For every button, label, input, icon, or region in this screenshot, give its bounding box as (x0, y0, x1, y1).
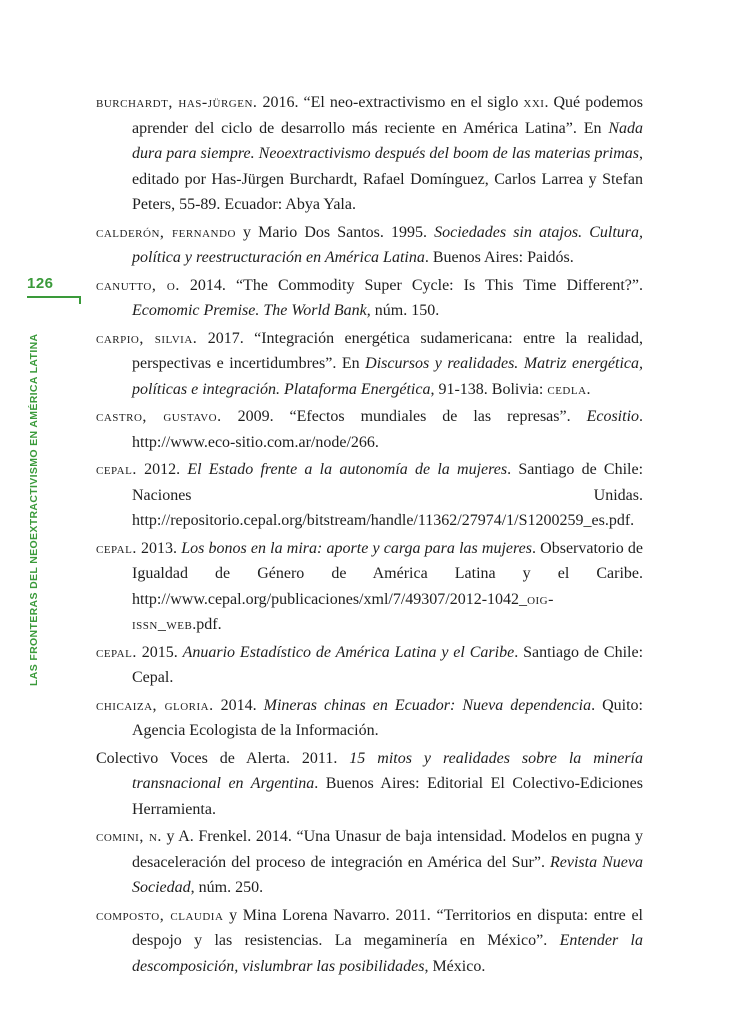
reference-text: , núm. 150. (366, 302, 440, 319)
reference-title: Anuario Estadístico de América Latina y el Caribe (182, 643, 515, 661)
reference-text: 2014. (213, 696, 264, 714)
reference-text: , 91-138. Bolivia: (430, 380, 548, 398)
running-title: LAS FRONTERAS DEL NEOEXTRACTIVISMO EN AMÉRICA LATINA (28, 333, 40, 686)
page-number: 126 (27, 275, 54, 292)
reference-author: cepal. (96, 461, 137, 478)
reference-text: 2012. (136, 461, 188, 478)
reference-author: carpio, silvia. (96, 329, 198, 347)
page-number-rule-tick (79, 296, 81, 304)
reference-text: , núm. 250. (190, 879, 264, 896)
page-number-rule (27, 296, 81, 298)
reference-text: y Mario Dos Santos. 1995. (235, 223, 435, 241)
reference-text: 2015. (136, 643, 183, 661)
reference-title: Mineras chinas en Ecuador: Nueva dependencia (263, 696, 592, 714)
reference-author: chicaiza, gloria. (96, 696, 214, 714)
reference-entry (96, 903, 643, 980)
reference-text-smallcaps: cedla. (547, 380, 592, 398)
reference-text: . Santiago de Chile: Cepal. (132, 643, 644, 686)
reference-text-smallcaps: oig-issn_web (132, 590, 554, 633)
reference-entry (96, 326, 643, 403)
reference-title: Sociedades sin atajos. Cultura, política y reestructuración en América Latina (132, 223, 643, 266)
reference-author: comini, n. (96, 828, 162, 845)
reference-text: 2017. “Integración energética sudamericana: entre la realidad, perspectivas e incertidumbres”. En (132, 329, 643, 372)
references-list (96, 90, 643, 981)
reference-entry (96, 536, 643, 638)
reference-entry (96, 746, 643, 823)
reference-author: composto, claudia (96, 906, 224, 924)
reference-text: . Qué podemos aprender del ciclo de desarrollo más reciente en América Latina”. En (132, 94, 643, 137)
reference-author: Colectivo Voces de Alerta. (96, 749, 290, 767)
reference-entry (96, 693, 643, 744)
reference-text: . Santiago de Chile: Naciones Unidas. http://repositorio.cepal.org/bitstream/handle/11362/27974/1/S1200259_es.pdf. (132, 461, 644, 529)
reference-text: 2009. “Efectos mundiales de las represas”. (221, 408, 587, 425)
reference-text: 2011. (289, 749, 350, 767)
reference-text: .pdf. (192, 616, 222, 633)
reference-author: canutto, o. (96, 276, 180, 294)
reference-title: Revista Nueva Sociedad (132, 853, 644, 896)
reference-text: 2016. “El neo-extractivismo en el siglo (257, 94, 524, 111)
reference-title: Nada dura para siempre. Neoextractivismo después del boom de las materias primas (132, 119, 643, 162)
reference-author: calderón, fernando (96, 223, 236, 241)
reference-author: castro, gustavo. (96, 408, 222, 425)
reference-text-smallcaps: xxi (523, 94, 545, 111)
reference-entry (96, 404, 643, 455)
reference-text: . Buenos Aires: Editorial El Colectivo-Ediciones Herramienta. (132, 775, 643, 818)
reference-author: cepal. (96, 539, 137, 557)
reference-title: Entender la descomposición, vislumbrar las posibilidades (132, 932, 644, 975)
reference-entry (96, 273, 643, 324)
reference-entry (96, 640, 643, 691)
reference-entry (96, 90, 643, 218)
reference-author: cepal. (96, 643, 137, 661)
reference-text: y Mina Lorena Navarro. 2011. “Territorios en disputa: entre el despojo y las resistencias. La megaminería en México”. (132, 906, 644, 949)
reference-text: , México. (424, 957, 486, 975)
reference-text: 2013. (136, 539, 182, 557)
reference-entry (96, 457, 643, 534)
reference-text: . http://www.eco-sitio.com.ar/node/266. (132, 408, 644, 451)
reference-title: Discursos y realidades. Matriz energética, políticas e integración. Plataforma Energética (132, 355, 643, 398)
reference-text: , editado por Has-Jürgen Burchardt, Rafael Domínguez, Carlos Larrea y Stefan Peters, 55-89. Ecuador: Abya Yala. (132, 145, 643, 213)
reference-entry (96, 824, 643, 901)
reference-title: 15 mitos y realidades sobre la minería transnacional en Argentina (132, 749, 644, 792)
reference-text: . Buenos Aires: Paidós. (424, 249, 574, 266)
reference-text: y A. Frenkel. 2014. “Una Unasur de baja intensidad. Modelos en pugna y desaceleración del proceso de integración en América del Sur”. (132, 828, 644, 871)
reference-title: Ecositio (586, 408, 640, 425)
reference-author: burchardt, has-jürgen. (96, 94, 258, 111)
reference-title: Los bonos en la mira: aporte y carga para las mujeres (181, 539, 532, 557)
reference-entry (96, 220, 643, 271)
reference-text: 2014. “The Commodity Super Cycle: Is This Time Different?”. (179, 276, 644, 294)
reference-title: Ecomomic Premise. The World Bank (132, 302, 367, 319)
reference-text: . Observatorio de Igualdad de Género de América Latina y el Caribe. http://www.cepal.org/publicaciones/xml/7/49307/2012-1042_ (132, 539, 643, 608)
reference-title: El Estado frente a la autonomía de la mujeres (187, 461, 508, 478)
reference-text: . Quito: Agencia Ecologista de la Información. (132, 696, 643, 739)
